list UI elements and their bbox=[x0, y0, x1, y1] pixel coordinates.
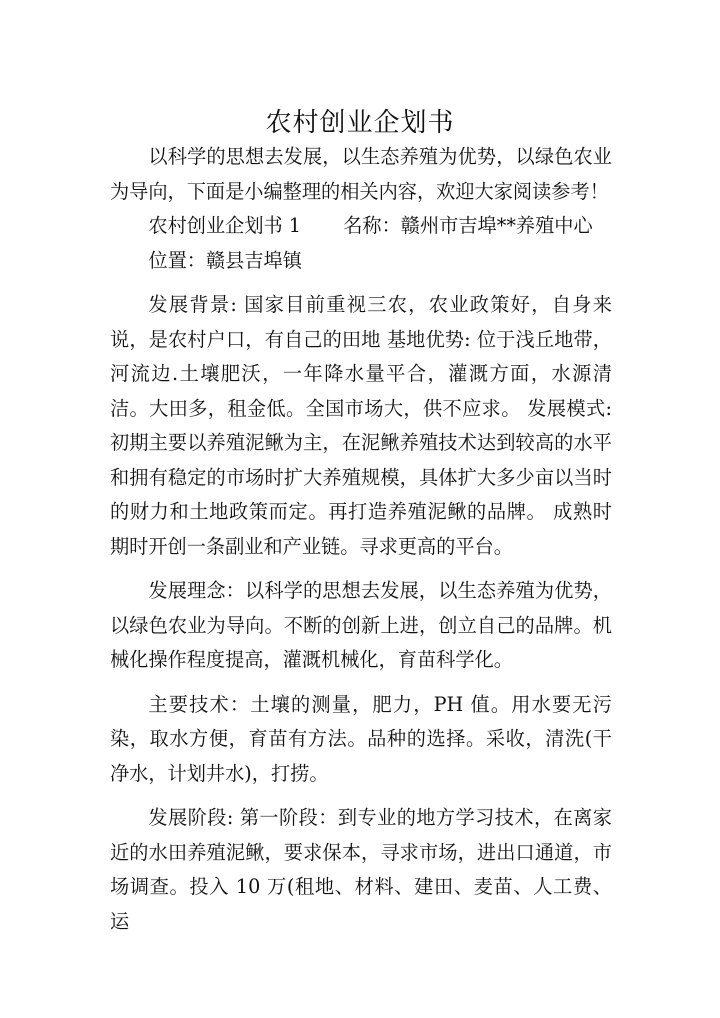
background-paragraph: 发展背景: 国家目前重视三农，农业政策好，自身来说，是农村户口，有自己的田地 基地优势: 位于浅丘地带，河流边.土壤肥沃，一年降水量平合，灌溉方面，水源清洁。大田多，租金低。全国市场大，供不应求。 发展模式: 初期主要以养殖泥鳅为主，在泥鳅养殖技术达到较高的水平和拥有稳定的市场时扩大养殖规模，具体扩大多少亩以当时的财力和土地政策而定。再打造养殖泥鳅的品牌。 成熟时期时开创一条副业和产业链。寻求更高的平台。 bbox=[110, 293, 612, 558]
location-line: 位置：赣县吉埠镇 bbox=[148, 248, 302, 272]
philosophy-paragraph: 发展理念：以科学的思想去发展，以生态养殖为优势，以绿色农业为导向。不断的创新上进，创立自己的品牌。机械化操作程度提高，灌溉机械化，育苗科学化。 bbox=[110, 579, 612, 671]
section-label: 农村创业企划书 1 bbox=[148, 214, 302, 237]
intro-paragraph: 以科学的思想去发展，以生态养殖为优势，以绿色农业为导向，下面是小编整理的相关内容，欢迎大家阅读参考！ bbox=[110, 145, 612, 203]
document-body bbox=[110, 140, 612, 939]
section-heading-line bbox=[110, 209, 612, 244]
document-title: 农村创业企划书 bbox=[265, 108, 455, 139]
stages-paragraph: 发展阶段: 第一阶段：到专业的地方学习技术，在离家近的水田养殖泥鳅，要求保本，寻求市场，进出口通道，市场调查。投入 10 万(租地、材料、建田、麦苗、人工费、运 bbox=[110, 806, 612, 933]
technology-paragraph: 主要技术：土壤的测量，肥力，PH 值。用水要无污染，取水方便，育苗有方法。品种的选择。采收，清洗(干净水，计划井水)，打捞。 bbox=[110, 692, 612, 785]
name-line: 名称：赣州市吉埠**养殖中心 bbox=[343, 214, 593, 237]
